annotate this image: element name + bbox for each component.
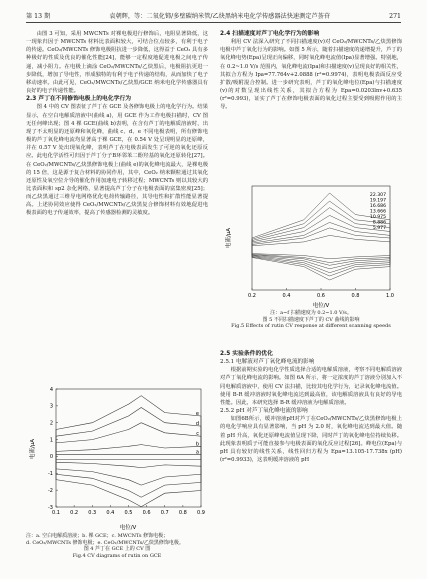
fig4-ytick-label: 1 [49, 437, 53, 444]
fig5-xtick-label: 0.8 [351, 293, 360, 299]
subsection-heading: 2.5.1 电解液对芦丁氧化峰电流的影响 [220, 359, 315, 366]
fig4-plot-frame [56, 389, 201, 507]
paragraph: 图 4 中的 CV 图表征了芦丁在 GCE 及各修饰电极上的电化学行为。结果显示，在空白电解质溶液中(曲线 a)，用 GCE 作为工作电极扫描时，CV 图无任何峰出现；图 4 裸 GCE(曲线 b)表明，在含有芦丁的电解质溶液时，出现了不太明显的还原峰和氧化峰，曲线 c、d、e 不同电极表明，所有修饰电极的芦丁氧化峰电流均显著高于裸 GCE，在 0.54 V 处呈现明显的还原峰，并在 0.57 V 处出现氧化峰，表明芦丁在电极表面发生了可逆的氧化还原反应。此电化学活性可归因于芦丁分子B环邻苯二酚羟基的氧化还原转化[27]。在 CeO₂/MWCNTs/乙炔黑修饰电极上(曲线 e)的氧化峰电流最大，是裸电极的 15 倍，这是源于复合材料的协同作用，其中，CeO₂ 纳米颗粒通过其氧化还原性及氧空位介导的催化作用加速电子转移过程；MWCNTs 则以其较大的比表面积和 sp2 杂化网络，显著提高芦丁分子在电极表面的富集密度[25]；而乙炔黑通过三维导电网络优化电荷传输路径，其导电性和扩散性能显著提高。上述协同效应使得 CeO₂/MWCNTs/乙炔黑复合修饰材料有效地促进电极表面的电子传递效率，提高了传感器检测的灵敏度。 [26, 104, 208, 217]
fig4-xtick-label: 0.2 [70, 510, 79, 516]
fig4-xtick-label: 0.3 [88, 510, 97, 516]
fig4-curve-b [56, 445, 201, 468]
page-number: 271 [389, 13, 401, 20]
right-column-top [220, 30, 402, 112]
paragraph: 由图 3 可知，采用 MWCNTs 对裸电极进行修饰后，电阻显著降低，这一现象归因于 MWCNTs 材料比表面积较大，可结合位点较多，有利于电子的传递。CeO₂/MWCNTs 修饰电极阻抗进一步降低，这得益于 CeO₂ 具有多种极好的性质及优良的催化性能[24]，能够一定程度地促进电极之间电子传递，减小阻力。在电极上滴涂 CeO₂/MWCNTs/乙炔黑后，电极阻抗更进一步降低，增加了导电性，形成独特的有利于电子传递的结构，从而加快了电子移动速率。由此可见，CeO₂/MWCNTs/乙炔黑/GCE 纳米电化学传感器具有良好的电子传递性能。 [26, 31, 208, 95]
fig4-chart [26, 383, 208, 533]
fig5-xtick-label: 0.6 [317, 293, 325, 299]
fig5-caption-cn: 图 5 不同扫描速度下芦丁的 CV 曲线的影响 [262, 316, 360, 323]
fig4-ytick-label: 2 [49, 420, 53, 427]
figure-4 [26, 383, 208, 573]
section-heading: 2.4 扫描速度对芦丁电化学行为的影响 [220, 31, 320, 37]
fig4-note-1: 注：a. 空白电解质溶液；b. 裸 GCE；c. MWCNTs 修饰电极； [26, 533, 169, 539]
section-heading: 2.3 芦丁在不同修饰电极上的电化学行为 [26, 96, 132, 103]
fig5-xlabel: 电位/V [312, 303, 330, 309]
fig4-note-2: d. CeO₂/MWCNTs 修饰电极；e. CeO₂/MWCNTs/乙炔黑修饰电极。 [26, 539, 184, 546]
fig5-chart [220, 182, 402, 310]
paragraph: 根据前期实验的电化学性质选择合适的电解质溶液，考察不同电解质溶液对芦丁氧化峰电流的影响。如图 6A 所示，将一定浓度的芦丁溶液分别加入不同电解质溶液中，使用 CV 法扫描，比较其电化学行为，记录氧化峰电流值。使用 B-R 缓冲溶液时氧化峰电流达到最高值，该电解质溶液具有良好的导电性能。因此，本研究选择 B-R 缓冲溶液为电解质溶液。 [220, 367, 402, 406]
fig4-ytick-label: 4 [49, 386, 53, 393]
fig4-curve-label: b [195, 441, 199, 448]
fig4-xlabel: 电位/V [119, 525, 137, 531]
fig4-xtick-label: 0.1 [52, 510, 60, 516]
fig4-curve-label: c [196, 431, 199, 438]
fig4-curve-a [56, 455, 201, 460]
fig4-caption-en: Fig.4 CV diagrams of rutin on GCE [72, 552, 162, 559]
fig5-ylabel: 电流/μA [226, 227, 232, 249]
fig5-caption [220, 310, 402, 330]
right-column-bottom [220, 350, 402, 464]
fig4-curve-e [56, 396, 201, 507]
fig5-xtick-label: 0.2 [248, 293, 256, 299]
fig5-legend-entry: 22.307 [369, 193, 386, 198]
fig4-xtick-label: 0.4 [106, 510, 115, 516]
figure-5 [220, 182, 402, 350]
section-heading: 2.5 实验条件的优化 [220, 351, 273, 357]
fig5-legend-entry: 16.686 [369, 204, 386, 209]
fig4-caption [26, 533, 208, 559]
fig5-legend-entry: 19.197 [369, 198, 386, 204]
fig5-legend-entry: 8.886 [372, 220, 386, 226]
fig5-xtick-label: 0.4 [282, 293, 291, 299]
running-title: 袁朝辉，等：二氧化铈/多壁碳纳米管/乙炔黑纳米电化学传感器法快速测定芦荟苷 [109, 13, 331, 20]
running-header [26, 8, 401, 23]
fig5-caption-en: Fig.5 Effects of rutin CV response at different scanning speeds [231, 323, 391, 330]
paragraph: 如图6B所示，缓冲溶液pH对芦丁在CeO₂/MWCNTs/乙炔黑修饰电极上的电化学响应具有显著影响，当 pH 为 2.0 时，氧化峰电流达到最大值。随着 pH 升高，氧化还原峰电流值呈现下降，同时芦丁的氧化峰电位持续负移。此现象表明质子可能直接参与电极表面的氧化反应过程[26]。峰电位(Epa)与 pH 具有较好的线性关系，线性回归方程为 Epa=13.105-17.738x (pH) (r²=0.9933)，这表明缓冲溶液的 pH [220, 416, 402, 464]
fig5-legend-entry: 10.975 [369, 215, 386, 220]
fig4-ylabel: 电流/μA [30, 438, 36, 460]
fig4-ytick-label: 0 [49, 454, 53, 461]
fig4-curve-label: d [195, 421, 199, 428]
left-column [26, 30, 208, 218]
fig4-curve-c [56, 423, 201, 485]
fig4-xtick-label: 0.7 [160, 510, 169, 516]
fig4-curve-label: a [195, 449, 199, 456]
fig4-ytick-label: -3 [48, 504, 53, 511]
fig4-curve-d [56, 408, 201, 498]
fig4-xtick-label: 0.6 [142, 510, 151, 516]
issue-number: 第 13 期 [26, 13, 51, 20]
fig4-xtick-label: 0.5 [124, 510, 133, 516]
fig5-note: 注：a~f 扫描速度为 0.2~1.0 V/s。 [270, 310, 352, 316]
paragraph: 利用 CV 法深入研究了不同扫描速度(v)对 CeO₂/MWCNTs/乙炔黑修饰电极中芦丁氧化行为的影响。如图 5 所示，随着扫描速度的递增提升，芦丁的氧化峰电势(Epa)呈现正向偏移，同时氧化峰电流值(Ipa)显著增强。特别地，在 0.2~1.0 V/s 范围内，氧化峰电流(Ipa)和扫描速度(v)呈现良好的相关性，其拟合方程为 Ipa=77.764v+2.0888 (r²=0.9974)，表明电极表面反应受扩散/吸附混合控制。进一步研究表明，芦丁的氧化峰电位(Epa)与扫描速度(v)的对数呈现出线性关系，其拟合方程为 Epa=0.0203lnv+0.635 (r²=0.993)，证实了芦丁在修饰电极表面的氧化过程主要受到吸附作用的主导。 [220, 39, 402, 111]
fig4-xtick-label: 0.9 [197, 510, 205, 516]
fig4-caption-cn: 图 4 芦丁在 GCE 上的 CV 图 [83, 546, 151, 553]
fig5-legend-entry: 5.977 [372, 226, 386, 231]
fig4-ytick-label: -2 [48, 487, 53, 494]
subsection-heading: 2.5.2 pH 对芦丁氧化峰电流的影响 [220, 408, 308, 415]
fig5-legend-entry: 13.666 [369, 209, 386, 215]
fig5-xtick-label: 1.0 [386, 293, 394, 299]
fig4-xtick-label: 0.8 [178, 510, 187, 516]
fig4-curve-label: e [195, 410, 199, 417]
fig4-ytick-label: 3 [49, 403, 53, 410]
fig5-curve [252, 235, 390, 258]
fig4-ytick-label: -1 [48, 471, 53, 478]
